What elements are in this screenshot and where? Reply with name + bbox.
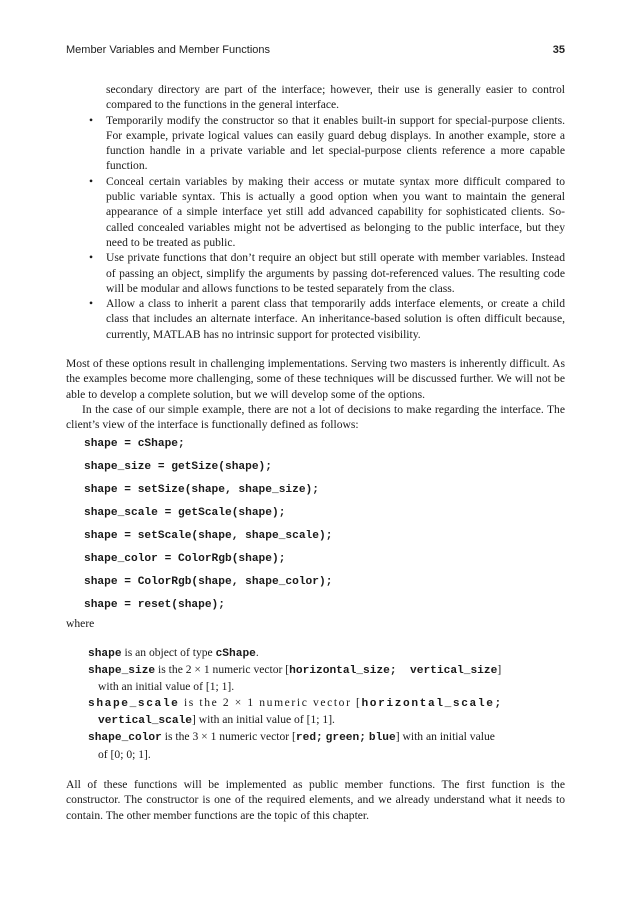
code-line: shape = setSize(shape, shape_size); xyxy=(84,483,319,496)
definition-shape-size: shape_size is the 2 × 1 numeric vector [horizontal_size; vertical_size] xyxy=(88,663,502,678)
page-number: 35 xyxy=(552,44,565,56)
list-item xyxy=(66,113,565,174)
list-item xyxy=(66,296,565,342)
list-item xyxy=(66,174,565,250)
definition-shape-scale: shape_scale is the 2 × 1 numeric vector [horizontal_scale; xyxy=(88,695,503,710)
definition-list xyxy=(88,645,565,762)
list-item-text: Conceal certain variables by making their access or mutate syntax more difficult compared to public variable syntax. This is actually a good option when you want to maintain the general appearance of a simple interface yet still add advanced capability for sophisticated clients. So-called concealed variables might not be advertised as belonging to the public interface, but they need to be treated as public. xyxy=(106,174,565,249)
definition-continuation: vertical_scale] with an initial value of [1; 1]. xyxy=(98,713,335,728)
code-line: shape_scale = getScale(shape); xyxy=(84,506,286,519)
definition-term: shape xyxy=(88,647,122,660)
bullet-icon: • xyxy=(89,174,94,188)
definition-term: shape_scale xyxy=(88,697,180,710)
definition-continuation: of [0; 0; 1]. xyxy=(98,747,151,761)
paragraph: Most of these options result in challenging implementations. Serving two masters is inherently difficult. As the examples become more challenging, some of these techniques will be discussed further. We will not be able to develop a complete solution, but we will develop some of the options. xyxy=(66,357,565,401)
page-header xyxy=(66,44,565,60)
code-listing xyxy=(84,437,565,621)
list-item xyxy=(66,250,565,296)
definition-term: shape_size xyxy=(88,665,156,678)
closing-paragraph: All of these functions will be implemented as public member functions. The first function is the constructor. The constructor is one of the required elements, and we already understand what it needs to contain. The other member functions are the topic of this chapter. xyxy=(66,777,565,822)
list-item-text: Use private functions that don’t require an object but still operate with member variables. Instead of passing an object, simplify the arguments by passing dot-referenced values. The resulting code will be modular and allows functions to be tested separately from the class. xyxy=(106,251,565,295)
code-line: shape_size = getSize(shape); xyxy=(84,460,272,473)
code-line: shape = cShape; xyxy=(84,437,185,450)
definition-shape: shape is an object of type cShape. xyxy=(88,645,259,660)
intro-continuation: secondary directory are part of the interface; however, their use is generally easier to control compared to the functions in the general interface. xyxy=(106,83,565,112)
type-name: cShape xyxy=(215,647,256,660)
code-line: shape = reset(shape); xyxy=(84,598,225,611)
code-line: shape = setScale(shape, shape_scale); xyxy=(84,529,333,542)
bullet-icon: • xyxy=(89,251,94,265)
bullet-icon: • xyxy=(89,297,94,311)
definition-continuation: with an initial value of [1; 1]. xyxy=(98,680,235,694)
where-label: where xyxy=(66,616,95,630)
definition-term: shape_color xyxy=(88,732,162,745)
code-line: shape_color = ColorRgb(shape); xyxy=(84,552,286,565)
bullet-icon: • xyxy=(89,113,94,127)
options-list xyxy=(66,113,565,342)
page-body xyxy=(66,82,565,823)
definition-shape-color: shape_color is the 3 × 1 numeric vector [red; green; blue] with an initial value xyxy=(88,730,495,745)
running-head: Member Variables and Member Functions xyxy=(66,44,270,56)
code-line: shape = ColorRgb(shape, shape_color); xyxy=(84,575,333,588)
paragraph: In the case of our simple example, there are not a lot of decisions to make regarding the interface. The client’s view of the interface is functionally defined as follows: xyxy=(66,402,565,432)
list-item-text: Allow a class to inherit a parent class that temporarily adds interface elements, or create a child class that includes an alternate interface. An inheritance-based solution is often difficult because, currently, MATLAB has no intrinsic support for protected visibility. xyxy=(106,297,565,341)
list-item-text: Temporarily modify the constructor so that it enables built-in support for special-purpose clients. For example, private logical values can easily guard debug displays. In another example, store a function handle in a private variable and let special-purpose clients reference a more capable function. xyxy=(106,113,565,173)
